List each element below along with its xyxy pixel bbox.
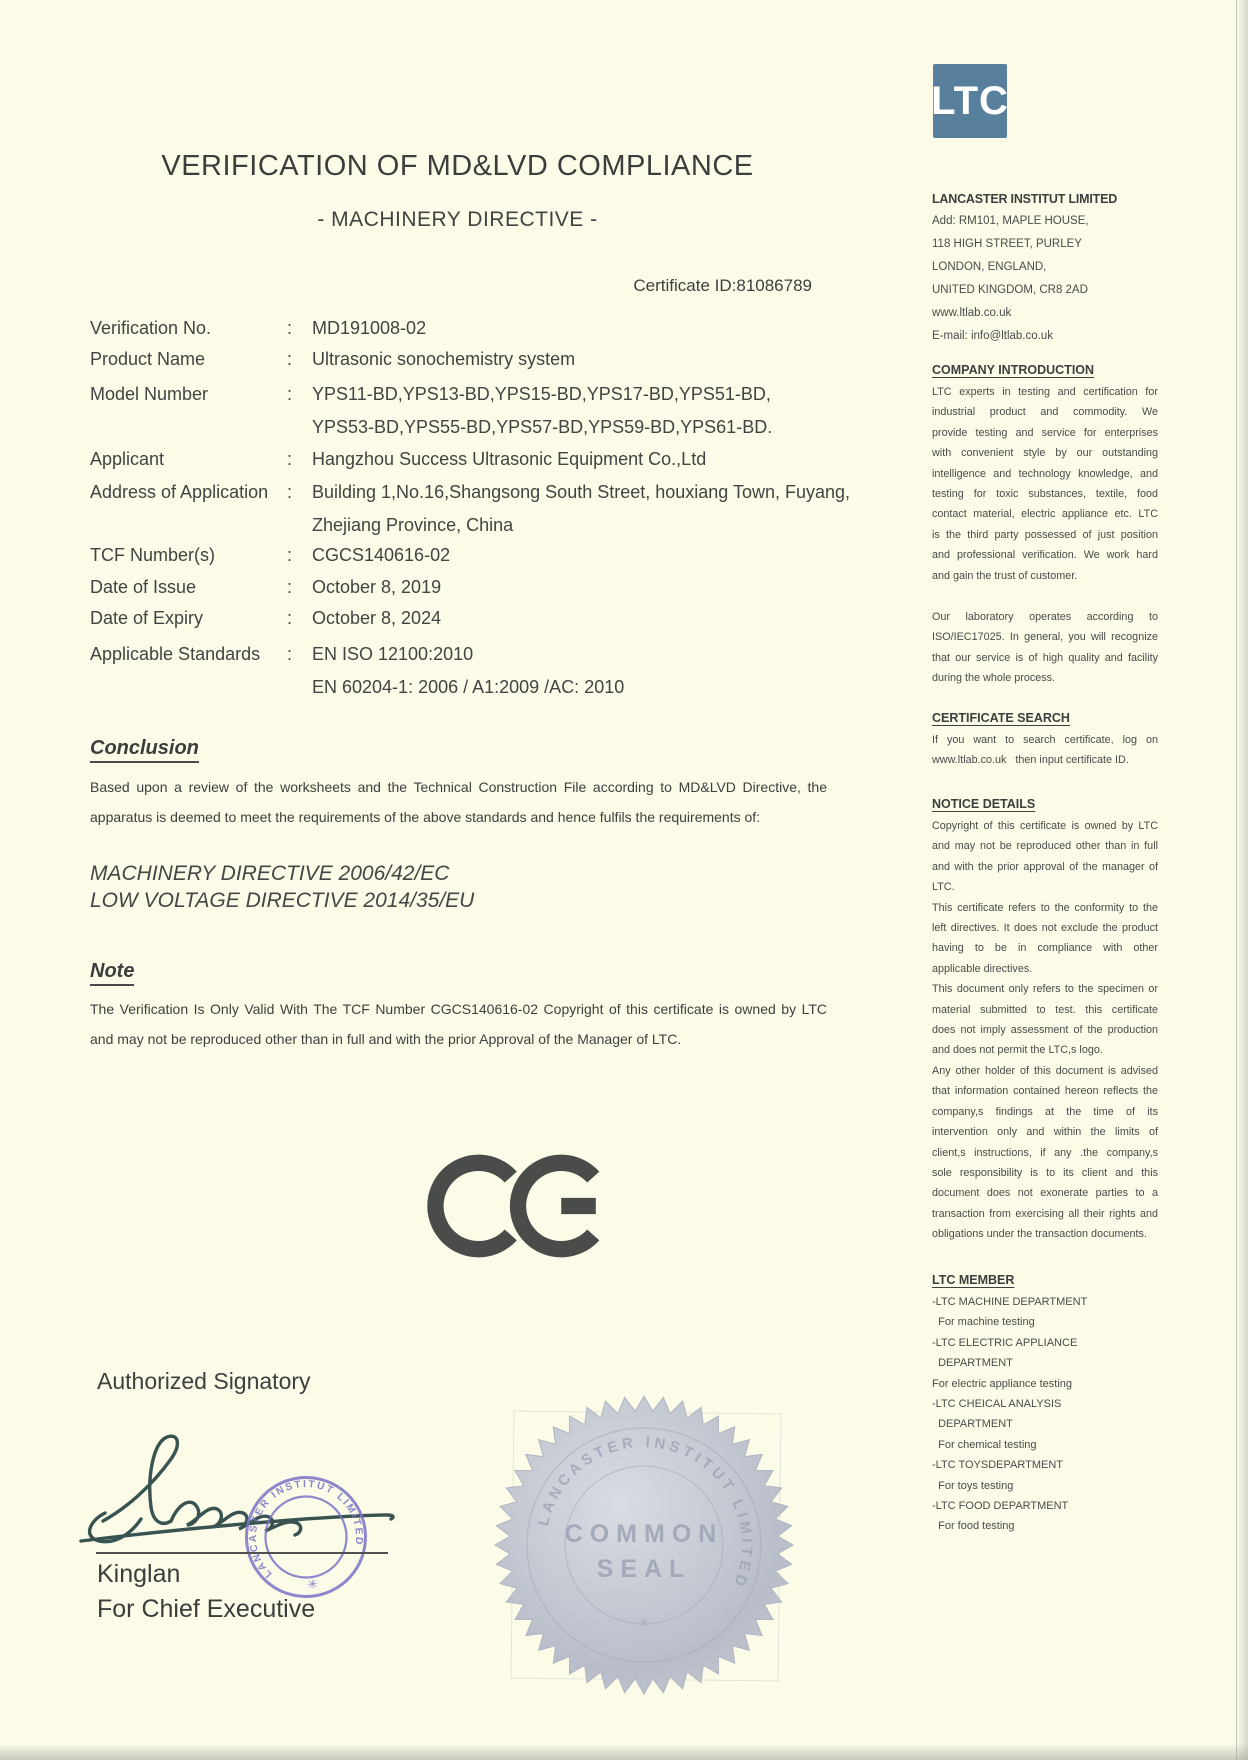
page-title: VERIFICATION OF MD&LVD COMPLIANCE [161,150,754,182]
field-label: Date of Issue [90,577,197,597]
field-label: Product Name [90,349,206,369]
seal-text-line2: SEAL [596,1555,692,1583]
ltc-member-section [932,1270,1158,1537]
paper-right-edge [1236,0,1248,1760]
field-colon: : [287,318,293,338]
note-heading: Note [90,960,134,983]
notice-details-para3: This document only refers to the specimen or material submitted to test. this certificate does not imply assessment of the production and does not permit the LTC,s logo. [932,983,1158,1057]
field-value: Building 1,No.16,Shangsong South Street, houxiang Town, Fuyang, Zhejiang Province, China [312,482,851,535]
notice-details-section [932,794,1158,1245]
field-colon: : [287,545,293,565]
field-colon: : [287,482,293,502]
conclusion-heading: Conclusion [90,737,199,760]
signatory-title: For Chief Executive [97,1595,316,1623]
authorized-signatory-heading: Authorized Signatory [97,1368,311,1394]
common-seal [494,1395,794,1695]
ltc-logo [933,64,1007,138]
field-colon: : [287,577,293,597]
field-colon: : [287,644,293,664]
field-value: MD191008-02 [312,318,427,338]
ltc-member-heading: LTC MEMBER [932,1273,1015,1287]
certificate-search-section [932,708,1158,771]
issuer-block [932,188,1158,348]
stamp-ring-text: LANCASTER INSTITUT LIMITED [247,1479,365,1580]
seal-ring-text: LANCASTER INSTITUT LIMITED [534,1433,756,1593]
notice-details-para2: This certificate refers to the conformity to the left directives. It does not exclude the product having to be in compliance with other applicable directives. [932,901,1158,975]
notice-details-para1: Copyright of this certificate is owned by LTC and may not be reproduced other than in full and with the prior approval of the manager of LTC. [932,820,1158,894]
field-label: Verification No. [90,318,212,338]
field-value: October 8, 2019 [312,577,442,597]
field-value: EN ISO 12100:2010 EN 60204-1: 2006 / A1:2009 /AC: 2010 [312,644,625,697]
field-colon: : [287,608,293,628]
field-label: Date of Expiry [90,608,204,628]
signatory-name: Kinglan [97,1560,181,1588]
issuer-address: Add: RM101, MAPLE HOUSE, 118 HIGH STREET, PURLEY LONDON, ENGLAND, UNITED KINGDOM, CR8 2AD www.ltlab.co.uk E-mail: info@ltlab.co.uk [932,215,1089,342]
field-label: Address of Application [90,482,269,502]
stamp-bottom-symbol: ✳ [306,1575,320,1593]
note-paragraph: The Verification Is Only Valid With The TCF Number CGCS140616-02 Copyright of this certificate is owned by LTC and may not be reproduced other than in full and with the prior Approval of the Manager of LTC. [90,1001,827,1047]
company-introduction-para2: Our laboratory operates according to ISO/IEC17025. In general, you will recognize that our service is of high quality and facility during the whole process. [932,611,1158,685]
ltc-logo-text: LTC [931,78,1009,123]
field-value: October 8, 2024 [312,608,442,628]
certificate-search-para: If you want to search certificate, log on www.ltlab.co.uk then input certificate ID. [932,734,1158,767]
field-colon: : [287,349,293,369]
ce-mark-icon [423,1148,615,1264]
lancaster-institut-stamp [227,1458,385,1616]
svg-text:LANCASTER INSTITUT LIMITED [240,1472,368,1582]
field-value: YPS11-BD,YPS13-BD,YPS15-BD,YPS17-BD,YPS51-BD, YPS53-BD,YPS55-BD,YPS57-BD,YPS59-BD,YPS61-BD. [312,384,773,437]
field-label: TCF Number(s) [90,545,215,565]
conclusion-paragraph: Based upon a review of the worksheets and the Technical Construction File according to MD&LVD Directive, the apparatus is deemed to meet the requirements of the above standards and hence fulfils the requirements of: [90,779,827,825]
seal-text-line1: COMMON [564,1520,724,1548]
field-colon: : [287,384,293,404]
field-colon: : [287,449,293,469]
field-label: Applicant [90,449,165,469]
field-value: CGCS140616-02 [312,545,451,565]
field-label: Applicable Standards [90,644,261,664]
signature-line [96,1552,388,1554]
field-value: Ultrasonic sonochemistry system [312,349,576,369]
certificate-id: Certificate ID:81086789 [633,276,812,295]
notice-details-para4: Any other holder of this document is advised that information contained hereon reflects the company,s findings at the time of its intervention only and within the limits of client,s instructions, if any .the company,s sole responsibility is to its client and this document does not exonerate parties to a transaction from exercising all their rights and obligations under the transaction documents. [932,1064,1158,1241]
page-subtitle: - MACHINERY DIRECTIVE - [317,208,598,231]
seal-bottom-symbol: ✳ [638,1614,650,1630]
notice-details-heading: NOTICE DETAILS [932,797,1036,811]
company-introduction-section [932,360,1158,689]
paper-bottom-edge [0,1745,1248,1760]
directive-list: MACHINERY DIRECTIVE 2006/42/EC LOW VOLTAGE DIRECTIVE 2014/35/EU [90,862,475,912]
field-label: Model Number [90,384,209,404]
certificate-search-heading: CERTIFICATE SEARCH [932,711,1070,725]
field-value: Hangzhou Success Ultrasonic Equipment Co.,Ltd [312,449,707,469]
company-introduction-heading: COMPANY INTRODUCTION [932,363,1095,377]
ltc-member-list: -LTC MACHINE DEPARTMENT For machine testing -LTC ELECTRIC APPLIANCE DEPARTMENT For electric appliance testing -LTC CHEICAL ANALYSIS DEPARTMENT For chemical testing -LTC TOYSDEPARTMENT For toys testing -LTC FOOD DEPARTMENT For food testing [932,1296,1088,1533]
issuer-name: LANCASTER INSTITUT LIMITED [932,192,1118,206]
company-introduction-para1: LTC experts in testing and certification for industrial product and commodity. We provide testing and service for enterprises with convenient style by our outstanding intelligence and technology knowledge, and testing for toxic substances, textile, food contact material, electric appliance etc. LTC is the third party possessed of just position and professional verification. We work hard and gain the trust of customer. [932,386,1158,582]
